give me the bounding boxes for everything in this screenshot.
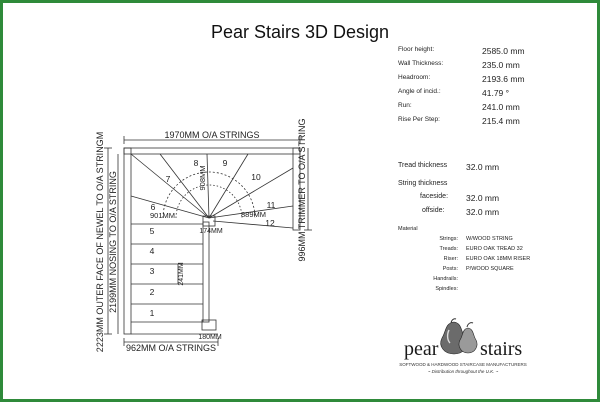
spec-label: Wall Thickness:: [398, 60, 444, 67]
spec-label: Angle of incid.:: [398, 88, 441, 95]
spec-label: Run:: [398, 102, 412, 109]
material-label: Handrails:: [433, 276, 458, 282]
inner-string: [203, 222, 209, 322]
pear-stairs-logo: [398, 316, 528, 378]
step-number: 4: [149, 246, 155, 256]
material-value: EURO OAK 18MM RISER: [466, 256, 531, 262]
material-label: Spindles:: [435, 286, 458, 292]
top-string: [124, 148, 300, 154]
material-row: [398, 246, 588, 256]
faceside-value: 32.0 mm: [466, 193, 500, 203]
tread-thickness-label: Tread thickness: [398, 162, 448, 169]
material-label: Riser:: [443, 256, 458, 262]
step-number: 7: [165, 174, 171, 184]
spec-row-angle: [398, 88, 588, 100]
bottom-post-label: 180MM: [198, 334, 222, 341]
spec-value: 215.4 mm: [482, 116, 520, 126]
material-row: [398, 266, 588, 276]
spec-label: Floor height:: [398, 46, 435, 53]
run-dimension-label: 241MM: [178, 262, 185, 286]
step-number: 11: [266, 200, 276, 210]
logo-subline: ~ Distribution throughout the U.K. ~: [427, 369, 499, 374]
spec-row-floor-height: [398, 46, 588, 58]
spec-value: 2585.0 mm: [482, 46, 525, 56]
step-number: 12: [265, 218, 275, 228]
spec-value: 2193.6 mm: [482, 74, 525, 84]
radius-left-label: 901MM: [150, 211, 176, 220]
left-outer-dimension-label: 2223MM OUTER FACE OF NEWEL TO O/A STRINGM: [95, 131, 105, 353]
left-inner-dimension-label: 2199MM NOSING TO O/A STRING: [108, 171, 118, 313]
material-value: EURO OAK TREAD 32: [466, 246, 523, 252]
step-number: 8: [193, 158, 199, 168]
spec-row-run: [398, 102, 588, 114]
step-number: 5: [149, 226, 155, 236]
material-value: P/WOOD SQUARE: [466, 266, 514, 272]
step-number: 10: [251, 172, 261, 182]
material-label: Strings:: [439, 236, 458, 242]
offside-label: offside:: [422, 207, 445, 214]
offside-value: 32.0 mm: [466, 207, 500, 217]
material-label: Posts:: [442, 266, 458, 272]
step-number: 9: [222, 158, 228, 168]
top-dimension-label: 1970MM O/A STRINGS: [164, 130, 260, 140]
material-row: [398, 276, 588, 286]
step-number: 6: [150, 202, 156, 212]
string-thickness-label: String thickness: [398, 180, 448, 187]
step-number: 2: [149, 287, 155, 297]
spec-value: 235.0 mm: [482, 60, 520, 70]
step-number: 1: [149, 308, 155, 318]
step-number: 3: [149, 266, 155, 276]
tread-thickness-value: 32.0 mm: [466, 162, 500, 172]
material-row: [398, 286, 588, 296]
spec-value: 41.79 °: [482, 88, 510, 98]
page-title: Pear Stairs 3D Design: [210, 22, 390, 42]
spec-value: 241.0 mm: [482, 102, 520, 112]
spec-row-headroom: [398, 74, 588, 86]
spec-label: Headroom:: [398, 74, 431, 81]
radius-center-label: 908MM: [198, 165, 207, 191]
radius-right-label: 889MM: [241, 210, 267, 219]
material-label: Treads:: [439, 246, 458, 252]
material-row: [398, 236, 588, 246]
newel-offset-label: 174MM: [199, 228, 223, 235]
spec-row-wall-thickness: [398, 60, 588, 72]
spec-row-rise-per-step: [398, 116, 588, 128]
material-row: [398, 256, 588, 266]
logo-word-pear: pear: [404, 338, 439, 360]
left-string: [124, 148, 131, 334]
logo-tagline: SOFTWOOD & HARDWOOD STAIRCASE MANUFACTURERS: [399, 362, 527, 367]
bottom-dimension-label: 962MM O/A STRINGS: [125, 343, 217, 353]
faceside-label: faceside:: [420, 193, 449, 200]
spec-label: Rise Per Step:: [398, 116, 440, 123]
material-value: W/WOOD STRING: [466, 236, 513, 242]
right-dimension-label: 996MM TRIMMER TO O/A STRING: [297, 118, 307, 262]
logo-word-stairs: stairs: [480, 338, 523, 360]
material-heading: Material: [398, 226, 418, 232]
